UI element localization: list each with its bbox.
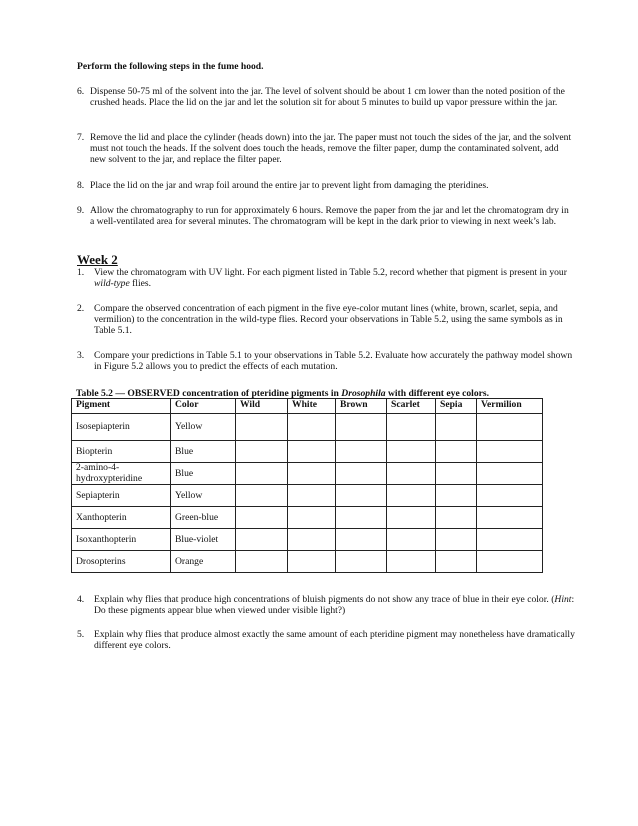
entry-cell[interactable]	[288, 463, 336, 485]
step-text: Remove the lid and place the cylinder (heads down) into the jar. The paper must not touch the sides of the jar, and the solvent must not touch the heads. If the solvent does touch the heads, remove the filter paper, dump the contaminated solvent, add new solvent to the jar, and replace the filter paper.	[90, 132, 572, 166]
step-number: 6.	[77, 86, 85, 97]
pigment-table	[71, 398, 543, 573]
table-row	[72, 507, 543, 529]
item-text: View the chromatogram with UV light. For each pigment listed in Table 5.2, record whether that pigment is present in your wild-type flies.	[94, 267, 567, 290]
table-row	[72, 414, 543, 441]
table-row	[72, 551, 543, 573]
entry-cell[interactable]	[236, 551, 288, 573]
column-header: Vermilion	[477, 399, 543, 414]
entry-cell[interactable]	[436, 463, 477, 485]
table-header-row	[72, 399, 543, 414]
item-text: Compare the observed concentration of each pigment in the five eye-color mutant lines (white, brown, scarlet, sepia, and vermilion) to the concentration in the wild-type flies. Record your observations in Table 5.2, using the same symbols as in Table 5.1.	[94, 303, 563, 337]
table-row	[72, 485, 543, 507]
entry-cell[interactable]	[477, 551, 543, 573]
week-2-heading: Week 2	[77, 252, 118, 267]
entry-cell[interactable]	[336, 414, 387, 441]
entry-cell[interactable]	[436, 441, 477, 463]
entry-cell[interactable]	[477, 507, 543, 529]
entry-cell[interactable]	[336, 463, 387, 485]
column-header: Scarlet	[387, 399, 436, 414]
entry-cell[interactable]	[236, 507, 288, 529]
entry-cell[interactable]	[236, 529, 288, 551]
color-cell: Orange	[171, 551, 236, 573]
entry-cell[interactable]	[236, 463, 288, 485]
entry-cell[interactable]	[336, 529, 387, 551]
entry-cell[interactable]	[336, 441, 387, 463]
item-text: Compare your predictions in Table 5.1 to your observations in Table 5.2. Evaluate how accurately the pathway model shown in Figure 5.2 allows you to predict the effects of each mutation.	[94, 350, 573, 373]
step-8	[77, 180, 572, 191]
entry-cell[interactable]	[387, 463, 436, 485]
item-number: 3.	[77, 350, 85, 361]
entry-cell[interactable]	[288, 485, 336, 507]
entry-cell[interactable]	[336, 551, 387, 573]
entry-cell[interactable]	[477, 529, 543, 551]
table-row	[72, 529, 543, 551]
pigment-cell: Biopterin	[72, 441, 171, 463]
entry-cell[interactable]	[288, 441, 336, 463]
step-text: Allow the chromatography to run for approximately 6 hours. Remove the paper from the jar and let the chromatogram dry in a well-ventilated area for several minutes. The chromatogram will be kept in the dark prior to viewing in next week’s lab.	[90, 205, 569, 228]
entry-cell[interactable]	[387, 551, 436, 573]
entry-cell[interactable]	[236, 485, 288, 507]
column-header: Sepia	[436, 399, 477, 414]
entry-cell[interactable]	[436, 529, 477, 551]
color-cell: Green-blue	[171, 507, 236, 529]
entry-cell[interactable]	[288, 414, 336, 441]
column-header: Brown	[336, 399, 387, 414]
column-header: Color	[171, 399, 236, 414]
entry-cell[interactable]	[436, 551, 477, 573]
column-header: Wild	[236, 399, 288, 414]
item-text: Explain why flies that produce high concentrations of bluish pigments do not show any trace of blue in their eye color. (Hint: Do these pigments appear blue when viewed under visible light?)	[94, 594, 575, 617]
pigment-cell: Xanthopterin	[72, 507, 171, 529]
table-row	[72, 463, 543, 485]
entry-cell[interactable]	[436, 485, 477, 507]
entry-cell[interactable]	[477, 414, 543, 441]
column-header: Pigment	[72, 399, 171, 414]
entry-cell[interactable]	[336, 507, 387, 529]
pigment-cell: Sepiapterin	[72, 485, 171, 507]
section-instruction: Perform the following steps in the fume hood.	[77, 61, 264, 72]
pigment-cell: 2-amino-4-hydroxypteridine	[72, 463, 171, 485]
entry-cell[interactable]	[436, 507, 477, 529]
entry-cell[interactable]	[387, 507, 436, 529]
entry-cell[interactable]	[288, 507, 336, 529]
item-number: 4.	[77, 594, 85, 605]
item-number: 2.	[77, 303, 85, 314]
item-number: 5.	[77, 629, 85, 640]
pigment-cell: Isoxanthopterin	[72, 529, 171, 551]
entry-cell[interactable]	[288, 529, 336, 551]
step-6	[77, 86, 572, 108]
step-number: 8.	[77, 180, 85, 191]
step-number: 9.	[77, 205, 85, 216]
color-cell: Yellow	[171, 414, 236, 441]
entry-cell[interactable]	[477, 441, 543, 463]
step-7	[77, 132, 572, 166]
entry-cell[interactable]	[387, 485, 436, 507]
item-text: Explain why flies that produce almost exactly the same amount of each pteridine pigment may nonetheless have dramatically different eye colors.	[94, 629, 575, 652]
entry-cell[interactable]	[236, 414, 288, 441]
pigment-cell: Isosepiapterin	[72, 414, 171, 441]
color-cell: Blue-violet	[171, 529, 236, 551]
question-4	[77, 594, 577, 616]
entry-cell[interactable]	[288, 551, 336, 573]
table-caption: Table 5.2 — OBSERVED concentration of pteridine pigments in Drosophila with different eye colors.	[76, 388, 490, 399]
color-cell: Blue	[171, 463, 236, 485]
week2-item-2	[77, 303, 577, 337]
step-9	[77, 205, 572, 227]
entry-cell[interactable]	[336, 485, 387, 507]
entry-cell[interactable]	[436, 414, 477, 441]
color-cell: Blue	[171, 441, 236, 463]
entry-cell[interactable]	[477, 463, 543, 485]
entry-cell[interactable]	[387, 414, 436, 441]
table-row	[72, 441, 543, 463]
week2-item-3	[77, 350, 577, 372]
pigment-cell: Drosopterins	[72, 551, 171, 573]
question-5	[77, 629, 577, 651]
step-text: Place the lid on the jar and wrap foil around the entire jar to prevent light from damaging the pteridines.	[90, 180, 489, 191]
column-header: White	[288, 399, 336, 414]
step-number: 7.	[77, 132, 85, 143]
step-text: Dispense 50-75 ml of the solvent into the jar. The level of solvent should be about 1 cm lower than the noted position of the crushed heads. Place the lid on the jar and let the solution sit for about 5 minutes to build up vapor pressure within the jar.	[90, 86, 565, 109]
entry-cell[interactable]	[387, 529, 436, 551]
entry-cell[interactable]	[477, 485, 543, 507]
week2-item-1	[77, 267, 577, 289]
item-number: 1.	[77, 267, 85, 278]
entry-cell[interactable]	[387, 441, 436, 463]
color-cell: Yellow	[171, 485, 236, 507]
entry-cell[interactable]	[236, 441, 288, 463]
